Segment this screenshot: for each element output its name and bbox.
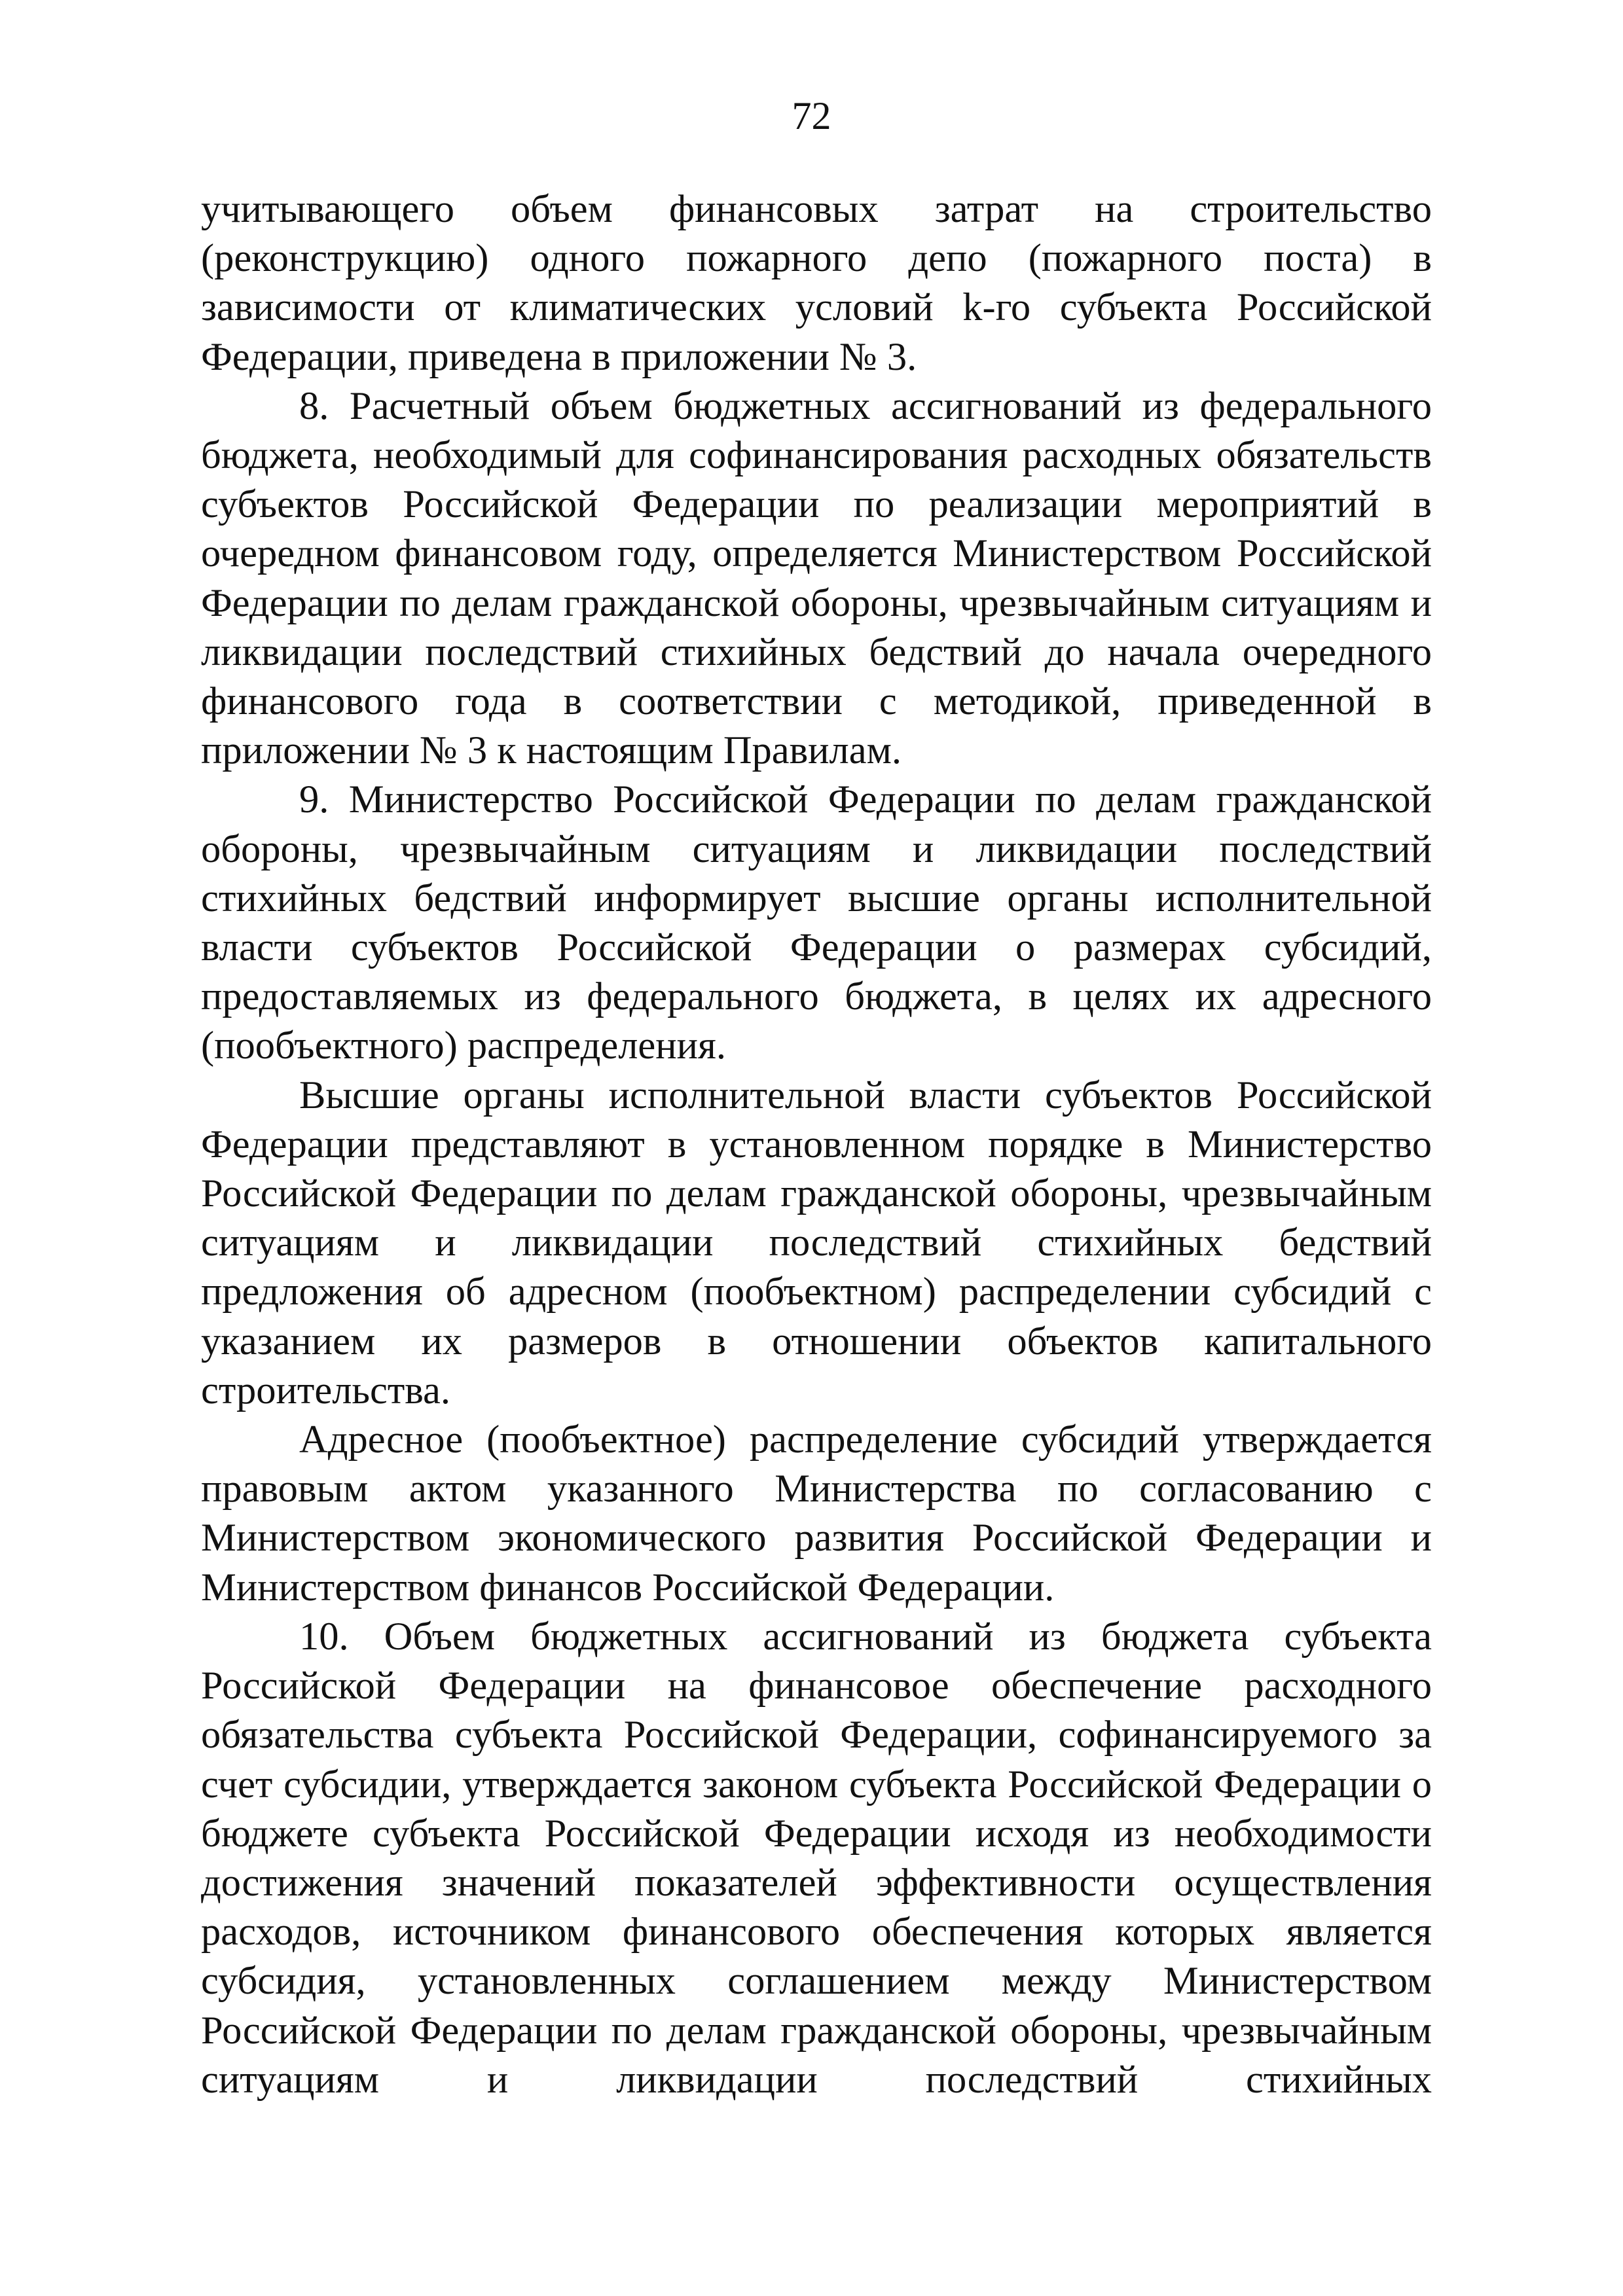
- paragraph-item-8: 8. Расчетный объем бюджетных ассигнований из федерального бюджета, необходимый для софинансирования расходных обязательств субъектов Российской Федерации по реализации мероприятий в очередном финансовом году, определяется Министерством Российской Федерации по делам гражданской обороны, чрезвычайным ситуациям и ликвидации последствий стихийных бедствий до начала очередного финансового года в соответствии с методикой, приведенной в приложении № 3 к настоящим Правилам.: [201, 384, 1432, 773]
- document-body: [201, 185, 1432, 2104]
- page-number: 72: [792, 94, 831, 137]
- paragraph-item-9: 9. Министерство Российской Федерации по делам гражданской обороны, чрезвычайным ситуациям и ликвидации последствий стихийных бедствий информирует высшие органы исполнительной власти субъектов Российской Федерации о размерах субсидий, предоставляемых из федерального бюджета, в целях их адресного (пообъектного) распределения.: [201, 778, 1432, 1068]
- paragraph-proposals: Высшие органы исполнительной власти субъектов Российской Федерации представляют в установленном порядке в Министерство Российской Федерации по делам гражданской обороны, чрезвычайным ситуациям и ликвидации последствий стихийных бедствий предложения об адресном (пообъектном) распределении субсидий с указанием их размеров в отношении объектов капитального строительства.: [201, 1073, 1432, 1412]
- paragraph-continuation: учитывающего объем финансовых затрат на строительство (реконструкцию) одного пожарного депо (пожарного поста) в зависимости от климатических условий k-го субъекта Российской Федерации, приведена в приложении № 3.: [201, 187, 1432, 379]
- paragraph-distribution: Адресное (пообъектное) распределение субсидий утверждается правовым актом указанного Министерства по согласованию с Министерством экономического развития Российской Федерации и Министерством финансов Российской Федерации.: [201, 1418, 1432, 1609]
- paragraph-item-10: 10. Объем бюджетных ассигнований из бюджета субъекта Российской Федерации на финансовое обеспечение расходного обязательства субъекта Российской Федерации, софинансируемого за счет субсидии, утверждается законом субъекта Российской Федерации о бюджете субъекта Российской Федерации исходя из необходимости достижения значений показателей эффективности осуществления расходов, источником финансового обеспечения которых является субсидия, установленных соглашением между Министерством Российской Федерации по делам гражданской обороны, чрезвычайным ситуациям и ликвидации последствий стихийных: [201, 1614, 1432, 2102]
